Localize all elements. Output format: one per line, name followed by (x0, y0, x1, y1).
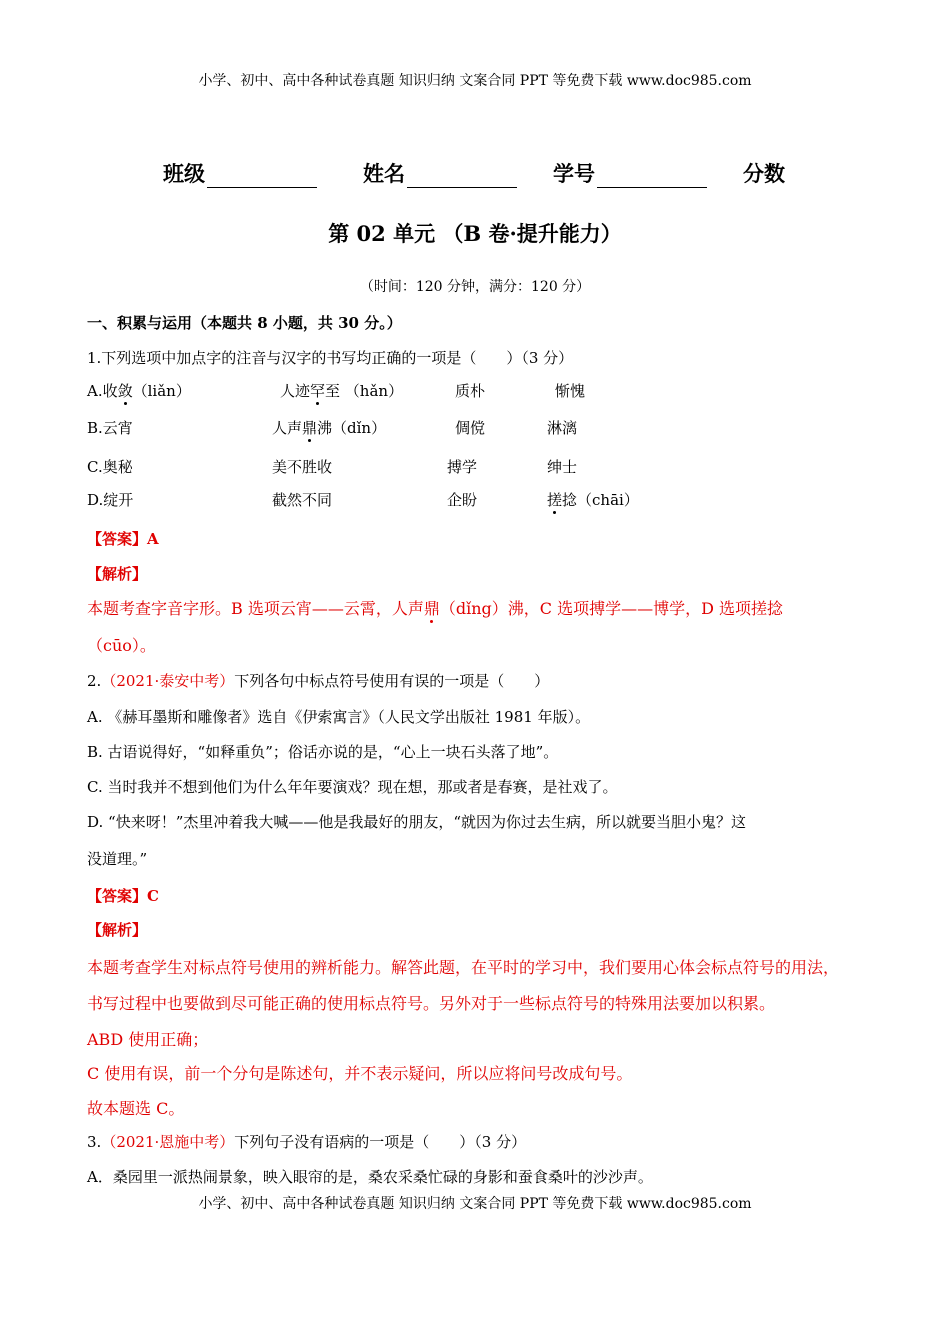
number-blank[interactable] (597, 165, 707, 188)
q1-option-b-col2: 人声鼎沸（dǐn） (272, 419, 387, 437)
q1-answer: 【答案】A (87, 530, 159, 548)
dotted-char: 搓 (547, 491, 563, 509)
q1-option-c-col2: 美不胜收 (272, 458, 333, 476)
q1-option-d-col3: 企盼 (447, 491, 478, 509)
q2-analysis-line1: 本题考查学生对标点符号使用的辨析能力。解答此题，在平时的学习中，我们要用心体会标点符号的用法， (87, 958, 840, 977)
q2-analysis-line3: ABD 使用正确； (87, 1030, 209, 1049)
q2-analysis-label: 【解析】 (87, 921, 148, 939)
class-blank[interactable] (207, 165, 317, 188)
exam-title: 第 02 单元 （B 卷·提升能力） (328, 221, 622, 246)
q1-option-a-col4: 惭愧 (555, 382, 586, 400)
q2-answer: 【答案】C (87, 887, 159, 905)
score-field (743, 158, 785, 188)
name-label: 姓名 (363, 161, 405, 186)
q1-option-c-col3: 搏学 (447, 458, 478, 476)
q3-source: （2021·恩施中考） (101, 1133, 235, 1151)
class-label: 班级 (163, 161, 205, 186)
q1-option-c-col1: C.奥秘 (87, 458, 133, 476)
q3-option-a: A．桑园里一派热闹景象，映入眼帘的是，桑农采桑忙碌的身影和蚕食桑叶的沙沙声。 (87, 1168, 653, 1186)
q2-analysis-line2: 书写过程中也要做到尽可能正确的使用标点符号。另外对于一些标点符号的特殊用法要加以积累。 (87, 994, 776, 1013)
q1-option-a-col1: A.收敛（liǎn） (87, 382, 191, 400)
name-field (363, 158, 517, 188)
number-field (553, 158, 707, 188)
q2-option-d-line2: 没道理。” (87, 850, 148, 868)
q2-option-b: B. 古语说得好，“如释重负”；俗话亦说的是，“心上一块石头落了地”。 (87, 743, 559, 761)
q1-option-c-col4: 绅士 (547, 458, 578, 476)
q2-source: （2021·泰安中考） (101, 672, 235, 690)
q1-option-b-col1: B.云宵 (87, 419, 133, 437)
number-label: 学号 (553, 161, 595, 186)
q1-option-b-col3: 倜傥 (455, 419, 486, 437)
dotted-char: 敛 (117, 382, 133, 400)
q2-analysis-line4: C 使用有误，前一个分句是陈述句，并不表示疑问，所以应将问号改成句号。 (87, 1064, 633, 1083)
q1-option-a-col2: 人迹罕至 （hǎn） (280, 382, 404, 400)
q2-option-c: C. 当时我并不想到他们为什么年年要演戏？现在想，那或者是春赛，是社戏了。 (87, 778, 618, 796)
q1-analysis-line1: 本题考查字音字形。B 选项云宵——云霄，人声鼎（dǐng）沸，C 选项搏学——博学，D 选项搓捻 (87, 599, 784, 618)
q1-option-d-col1: D.绽开 (87, 491, 134, 509)
q3-stem: 3.（2021·恩施中考）下列句子没有语病的一项是（ ）（3 分） (87, 1133, 527, 1151)
dotted-char: 鼎 (423, 599, 440, 618)
section-heading: 一、积累与运用（本题共 8 小题，共 30 分。） (87, 314, 402, 332)
q2-option-a: A. 《赫耳墨斯和雕像者》选自《伊索寓言》（人民文学出版社 1981 年版）。 (87, 708, 591, 726)
q1-option-d-col4: 搓捻（chāi） (547, 491, 639, 509)
q2-option-d-line1: D. “快来呀！”杰里冲着我大喊——他是我最好的朋友，“就因为你过去生病，所以就要当胆小鬼？这 (87, 813, 747, 831)
name-blank[interactable] (407, 165, 517, 188)
q1-analysis-line2: （cūo）。 (87, 636, 156, 655)
q2-stem: 2.（2021·泰安中考）下列各句中标点符号使用有误的一项是（ ） (87, 672, 550, 690)
page-header: 小学、初中、高中各种试卷真题 知识归纳 文案合同 PPT 等免费下载 www.doc985.com (198, 73, 752, 89)
page-footer: 小学、初中、高中各种试卷真题 知识归纳 文案合同 PPT 等免费下载 www.doc985.com (198, 1196, 752, 1212)
q1-analysis-label: 【解析】 (87, 565, 148, 583)
q1-option-b-col4: 淋漓 (547, 419, 578, 437)
exam-subtitle: （时间：120 分钟，满分：120 分） (359, 279, 591, 295)
q2-analysis-line5: 故本题选 C。 (87, 1099, 185, 1118)
score-label: 分数 (743, 161, 785, 186)
q1-option-a-col3: 质朴 (455, 382, 486, 400)
class-field (163, 158, 317, 188)
dotted-char: 鼎 (302, 419, 318, 437)
q1-option-d-col2: 截然不同 (272, 491, 333, 509)
q1-stem: 1.下列选项中加点字的注音与汉字的书写均正确的一项是（ ）（3 分） (87, 349, 574, 367)
dotted-char: 罕 (310, 382, 326, 400)
